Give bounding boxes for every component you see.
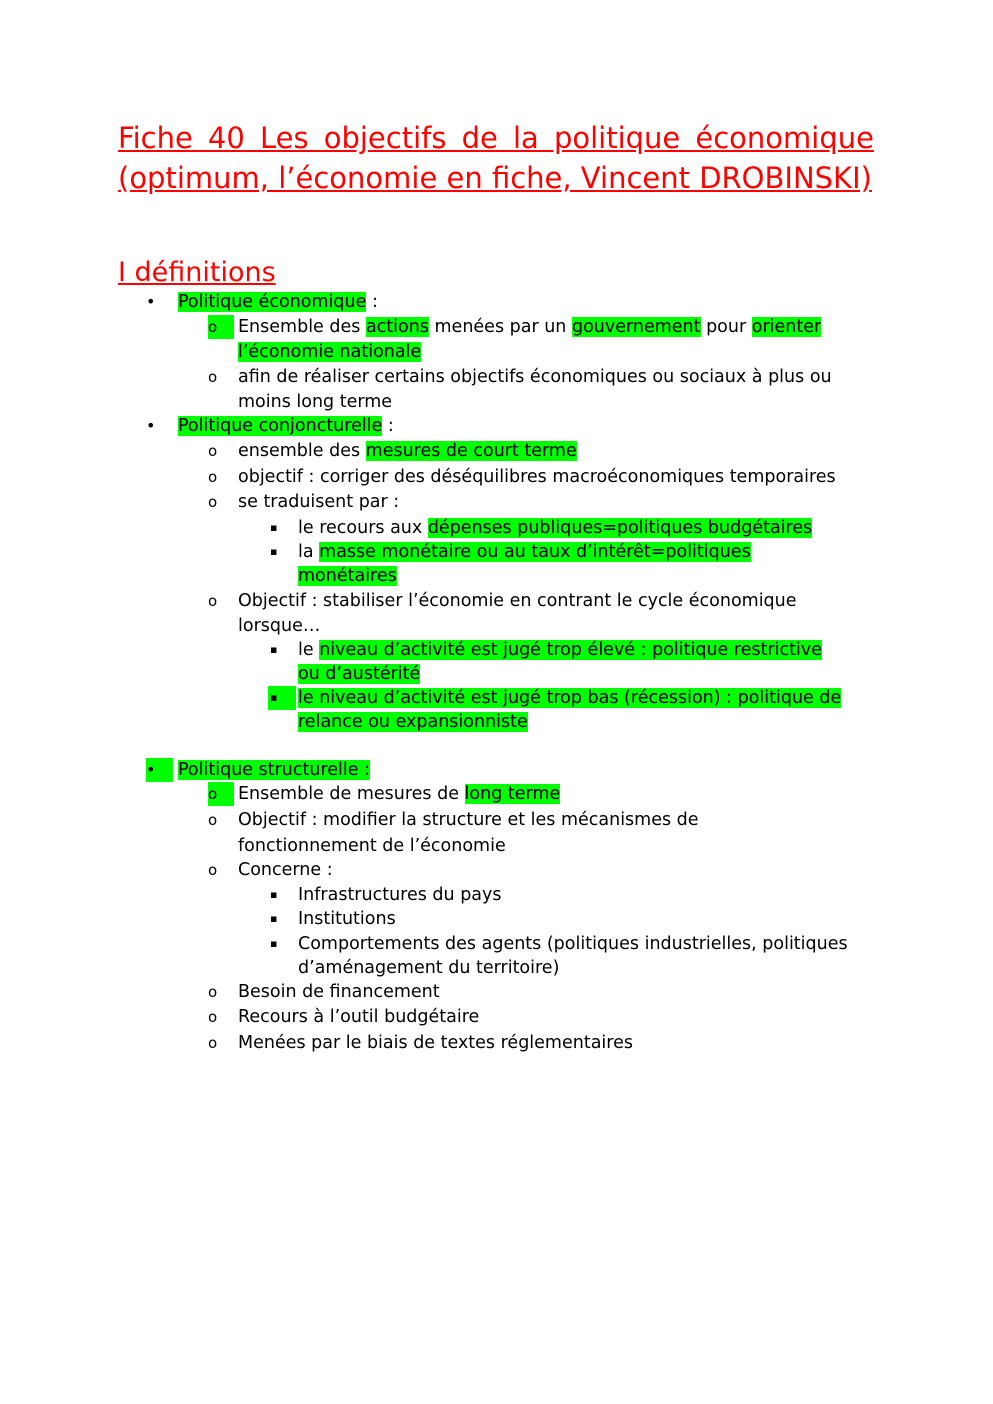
sub-list-item: Comportements des agents (politiques industrielles, politiques [298,934,848,954]
circle-bullet-icon: o [208,1034,218,1052]
list-item [238,782,560,806]
circle-bullet-icon: o [208,493,218,511]
term-politique-structurelle: Politique structurelle : [178,760,370,780]
text: ensemble des [238,441,366,461]
list-item: Objectif : stabiliser l’économie en contrant le cycle économique [238,591,797,611]
disc-bullet-icon: • [146,416,156,435]
sub-list-item-continuation [298,710,528,734]
highlight-term: ou d’austérité [298,664,421,684]
term-politique-conjoncturelle: Politique conjoncturelle [178,416,383,436]
text: menées par un [428,317,572,337]
document-title: Fiche 40 Les objectifs de la politique économique (optimum, l’économie en fiche, Vincent DROBINSKI) [118,121,874,195]
highlight-term: long terme [464,784,561,804]
list-item-continuation: moins long terme [238,392,393,412]
highlight-term: niveau d’activité est jugé trop élevé : politique restrictive [319,640,822,660]
circle-bullet-icon: o [208,315,234,339]
sub-list-item-continuation: d’aménagement du territoire) [298,958,560,978]
circle-bullet-icon: o [208,1008,218,1026]
square-bullet-icon: ▪ [270,937,278,950]
text: Ensemble des [238,317,366,337]
circle-bullet-icon: o [208,811,218,829]
highlight-term: mesures de court terme [365,441,577,461]
highlight-term: masse monétaire ou au taux d’intérêt=politiques [319,542,751,562]
colon: : [382,416,394,436]
text: la [298,542,320,562]
sub-list-item [298,540,751,564]
text: le [298,640,320,660]
list-item: Menées par le biais de textes réglementaires [238,1033,633,1053]
section-heading: I définitions [118,257,276,288]
sub-list-item [298,638,822,662]
circle-bullet-icon: o [208,592,218,610]
highlight-term: actions [365,317,429,337]
list-item-politique-economique [178,290,378,314]
list-item: Objectif : modifier la structure et les mécanismes de [238,810,699,830]
circle-bullet-icon: o [208,782,234,806]
highlight-term: relance ou expansionniste [298,712,528,732]
sub-list-item [298,686,841,710]
term-politique-economique: Politique économique [178,292,367,312]
square-bullet-icon: ▪ [270,521,278,534]
circle-bullet-icon: o [208,368,218,386]
list-item: Recours à l’outil budgétaire [238,1007,480,1027]
square-bullet-icon: ▪ [270,912,278,925]
disc-bullet-icon: • [146,758,173,782]
highlight-term: monétaires [298,566,397,586]
highlight-term: le niveau d’activité est jugé trop bas (récession) : politique de [298,688,842,708]
list-item: Concerne : [238,860,333,880]
circle-bullet-icon: o [208,983,218,1001]
sub-list-item: Institutions [298,909,396,929]
list-item-continuation [238,340,421,364]
text: Ensemble de mesures de [238,784,465,804]
square-bullet-icon: ▪ [270,888,278,901]
sub-list-item-continuation [298,564,397,588]
sub-list-item-continuation [298,662,420,686]
square-bullet-icon: ▪ [270,545,278,558]
sub-list-item: Infrastructures du pays [298,885,502,905]
highlight-term: dépenses publiques=politiques budgétaires [427,518,813,538]
sub-list-item [298,516,812,540]
list-item-continuation: lorsque… [238,616,321,636]
disc-bullet-icon: • [146,292,156,311]
text: le recours aux [298,518,428,538]
circle-bullet-icon: o [208,861,218,879]
colon: : [366,292,378,312]
list-item [238,315,821,339]
list-item [238,439,577,463]
circle-bullet-icon: o [208,442,218,460]
highlight-term: l’économie nationale [238,342,422,362]
list-item: se traduisent par : [238,492,400,512]
highlight-term: gouvernement [571,317,701,337]
list-item: Besoin de financement [238,982,440,1002]
list-item: objectif : corriger des déséquilibres macroéconomiques temporaires [238,467,836,487]
list-item-continuation: fonctionnement de l’économie [238,836,506,856]
square-bullet-icon: ▪ [268,686,296,710]
circle-bullet-icon: o [208,468,218,486]
text: pour [700,317,752,337]
square-bullet-icon: ▪ [270,643,278,656]
list-item-politique-structurelle [178,758,370,782]
list-item: afin de réaliser certains objectifs économiques ou sociaux à plus ou [238,367,832,387]
list-item-politique-conjoncturelle [178,414,394,438]
highlight-term: orienter [751,317,822,337]
